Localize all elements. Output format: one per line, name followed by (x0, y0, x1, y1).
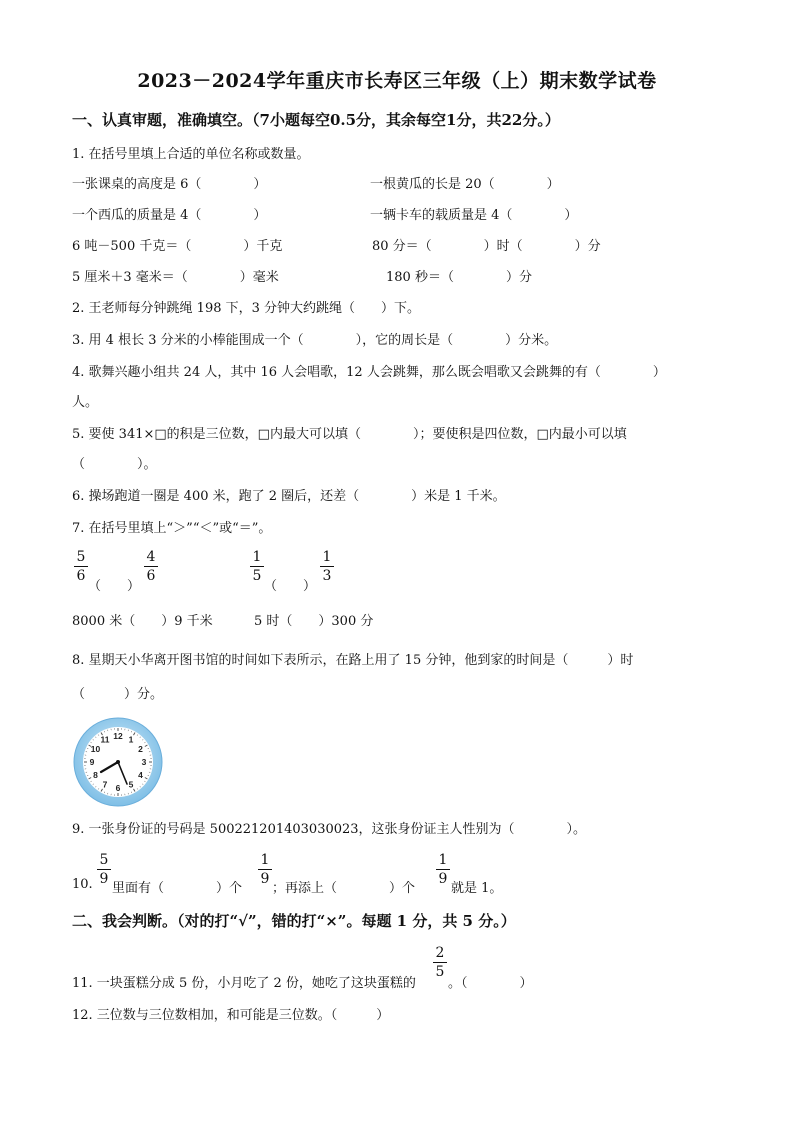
fraction: 4 6 (144, 549, 158, 584)
fraction: 1 9 (258, 852, 272, 887)
question-10-text: ；再添上（ ）个 (272, 881, 416, 896)
question-1-item: 80 分＝（ ）时（ ）分 (372, 239, 601, 254)
question-1: 1. 在括号里填上合适的单位名称或数量。 (72, 147, 310, 162)
clock-number: 4 (138, 770, 143, 780)
question-7-item: 8000 米（ ）9 千米 (72, 614, 213, 629)
question-1-item: 一根黄瓜的长是 20（ ） (370, 177, 560, 192)
question-1-item: 一辆卡车的载质量是 4（ ） (370, 208, 578, 223)
question-5: 5. 要使 341×□的积是三位数，□内最大可以填（ ）；要使积是四位数，□内最小可以填 (72, 427, 627, 442)
clock-number: 12 (113, 731, 123, 741)
question-5-continued: （ ）。 (72, 457, 157, 472)
question-1-item: 6 吨－500 千克＝（ ）千克 (72, 239, 283, 254)
question-9: 9. 一张身份证的号码是 500221201403030023，这张身份证主人性别为（ ）。 (72, 822, 587, 837)
question-1-item: 180 秒＝（ ）分 (386, 270, 532, 285)
question-1-item: 一个西瓜的质量是 4（ ） (72, 208, 267, 223)
question-1-item: 5 厘米＋3 毫米＝（ ）毫米 (72, 270, 279, 285)
fraction: 1 9 (436, 852, 450, 887)
fraction: 1 5 (250, 549, 264, 584)
section-one-heading: 一、认真审题，准确填空。（7小题每空0.5分，其余每空1分，共22分。） (72, 111, 560, 129)
fraction: 5 6 (74, 549, 88, 584)
clock-number: 10 (90, 744, 101, 754)
clock-figure (72, 716, 164, 808)
clock-number: 1 (128, 734, 134, 745)
page-title: 2023－2024学年重庆市长寿区三年级（上）期末数学试卷 (137, 70, 657, 92)
question-3: 3. 用 4 根长 3 分米的小棒能围成一个（ ），它的周长是（ ）分米。 (72, 333, 558, 348)
question-6: 6. 操场跑道一圈是 400 米，跑了 2 圈后，还差（ ）米是 1 千米。 (72, 489, 506, 504)
question-11: 11. 一块蛋糕分成 5 份，小月吃了 2 份，她吃了这块蛋糕的 (72, 976, 416, 991)
fraction: 2 5 (433, 945, 447, 980)
question-8: 8. 星期天小华离开图书馆的时间如下表所示，在路上用了 15 分钟，他到家的时间是（ ）时 (72, 653, 634, 668)
question-7: 7. 在括号里填上“＞”“＜”或“＝”。 (72, 521, 272, 536)
clock-number: 6 (115, 783, 121, 793)
question-12: 12. 三位数与三位数相加，和可能是三位数。（ ） (72, 1008, 390, 1023)
question-8-continued: （ ）分。 (72, 687, 164, 702)
question-4-continued: 人。 (72, 395, 99, 410)
clock-number: 7 (102, 779, 108, 790)
question-10-text: 里面有（ ）个 (112, 881, 243, 896)
compare-blank: （ ） (264, 579, 317, 594)
clock-number: 9 (89, 757, 95, 767)
question-2: 2. 王老师每分钟跳绳 198 下，3 分钟大约跳绳（ ）下。 (72, 301, 421, 316)
section-two-heading: 二、我会判断。（对的打“√”，错的打“×”。每题 1 分，共 5 分。） (72, 912, 516, 930)
clock-number: 11 (100, 734, 110, 745)
clock-center (116, 760, 120, 764)
clock-number: 8 (93, 770, 98, 780)
clock-number: 5 (128, 779, 134, 790)
compare-blank: （ ） (88, 579, 141, 594)
clock-number: 3 (141, 757, 147, 767)
question-11-blank: 。（ ） (448, 976, 533, 991)
fraction: 5 9 (97, 852, 111, 887)
fraction: 1 3 (320, 549, 334, 584)
question-10-text: 就是 1。 (451, 881, 503, 896)
clock-number: 2 (138, 744, 143, 754)
question-7-item: 5 时（ ）300 分 (254, 614, 374, 629)
question-4: 4. 歌舞兴趣小组共 24 人，其中 16 人会唱歌，12 人会跳舞，那么既会唱歌又会跳舞的有（ ） (72, 365, 666, 380)
question-1-item: 一张课桌的高度是 6（ ） (72, 177, 267, 192)
question-10-number: 10. (72, 877, 93, 892)
